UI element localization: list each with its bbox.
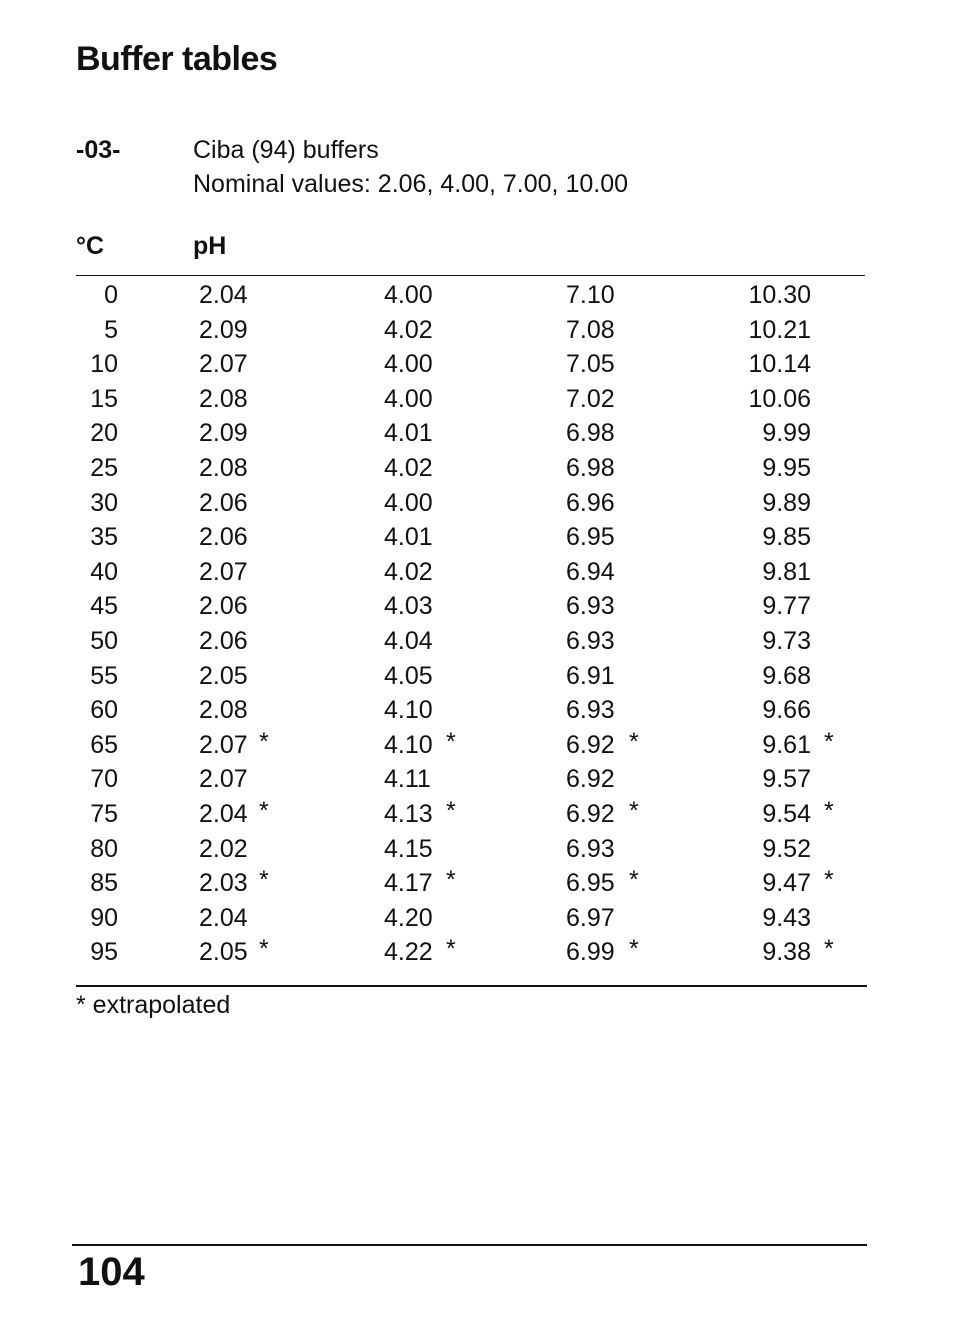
temperature-cell: 65 — [90, 730, 118, 759]
ph-value-cell: 10.21 — [748, 315, 811, 344]
temperature-cell: 60 — [90, 696, 118, 725]
ph-value-cell: 9.95 — [762, 453, 811, 482]
extrapolated-marker: * — [824, 796, 834, 825]
temperature-cell: 80 — [90, 834, 118, 863]
table-row — [0, 382, 954, 417]
buffer-code: -03- — [76, 136, 121, 164]
ph-value-cell: 4.00 — [384, 488, 433, 517]
temperature-cell: 90 — [90, 903, 118, 932]
ph-value-cell: 9.52 — [762, 834, 811, 863]
ph-value-cell: 6.92 — [566, 799, 615, 828]
ph-value-cell: 9.61 — [762, 730, 811, 759]
nominal-values: Nominal values: 2.06, 4.00, 7.00, 10.00 — [193, 170, 629, 198]
buffer-name: Ciba (94) buffers — [193, 136, 379, 164]
ph-value-cell: 6.92 — [566, 765, 615, 794]
table-row — [0, 935, 954, 970]
ph-value-cell: 2.07 — [199, 557, 248, 586]
extrapolated-marker: * — [259, 866, 269, 895]
ph-value-cell: 9.99 — [762, 419, 811, 448]
temperature-cell: 35 — [90, 523, 118, 552]
ph-value-cell: 4.04 — [384, 626, 433, 655]
extrapolated-marker: * — [824, 727, 834, 756]
extrapolated-marker: * — [629, 796, 639, 825]
table-row — [0, 278, 954, 313]
table-row — [0, 313, 954, 348]
temperature-cell: 25 — [90, 453, 118, 482]
ph-value-cell: 4.01 — [384, 419, 433, 448]
temperature-cell: 45 — [90, 592, 118, 621]
ph-value-cell: 4.00 — [384, 384, 433, 413]
ph-value-cell: 6.93 — [566, 834, 615, 863]
table-row — [0, 797, 954, 832]
table-bottom-rule — [76, 985, 867, 987]
ph-value-cell: 6.98 — [566, 453, 615, 482]
ph-value-cell: 4.17 — [384, 869, 433, 898]
ph-value-cell: 6.94 — [566, 557, 615, 586]
ph-value-cell: 2.08 — [199, 384, 248, 413]
ph-value-cell: 10.30 — [748, 281, 811, 309]
ph-value-cell: 7.10 — [566, 281, 615, 309]
temperature-cell: 75 — [90, 799, 118, 828]
table-row — [0, 728, 954, 763]
ph-value-cell: 2.04 — [199, 903, 248, 932]
table-row — [0, 520, 954, 555]
table-row — [0, 659, 954, 694]
column-header-temperature: °C — [76, 232, 105, 260]
extrapolated-marker: * — [259, 796, 269, 825]
ph-value-cell: 9.54 — [762, 799, 811, 828]
ph-value-cell: 2.05 — [199, 938, 248, 967]
ph-value-cell: 9.38 — [762, 938, 811, 967]
ph-value-cell: 2.06 — [199, 523, 248, 552]
ph-value-cell: 4.15 — [384, 834, 433, 863]
ph-value-cell: 9.73 — [762, 626, 811, 655]
extrapolated-marker: * — [446, 796, 456, 825]
ph-value-cell: 6.97 — [566, 903, 615, 932]
table-row — [0, 451, 954, 486]
ph-value-cell: 9.77 — [762, 592, 811, 621]
ph-value-cell: 9.66 — [762, 696, 811, 725]
ph-value-cell: 4.00 — [384, 350, 433, 379]
extrapolated-marker: * — [824, 866, 834, 895]
table-row — [0, 589, 954, 624]
column-header-ph: pH — [193, 232, 227, 260]
ph-value-cell: 6.99 — [566, 938, 615, 967]
table-row — [0, 486, 954, 521]
ph-value-cell: 4.11 — [384, 765, 431, 794]
ph-value-cell: 4.02 — [384, 557, 433, 586]
temperature-cell: 55 — [90, 661, 118, 690]
ph-value-cell: 4.10 — [384, 730, 433, 759]
ph-value-cell: 6.93 — [566, 592, 615, 621]
ph-value-cell: 9.89 — [762, 488, 811, 517]
table-row — [0, 416, 954, 451]
ph-value-cell: 2.07 — [199, 730, 248, 759]
ph-value-cell: 10.14 — [748, 350, 811, 379]
table-row — [0, 347, 954, 382]
buffer-table — [0, 278, 954, 970]
ph-value-cell: 4.00 — [384, 281, 433, 309]
ph-value-cell: 10.06 — [748, 384, 811, 413]
extrapolated-marker: * — [259, 727, 269, 756]
table-row — [0, 624, 954, 659]
ph-value-cell: 2.06 — [199, 626, 248, 655]
ph-value-cell: 2.05 — [199, 661, 248, 690]
ph-value-cell: 9.57 — [762, 765, 811, 794]
ph-value-cell: 4.13 — [384, 799, 433, 828]
extrapolated-marker: * — [259, 935, 269, 964]
ph-value-cell: 6.92 — [566, 730, 615, 759]
temperature-cell: 20 — [90, 419, 118, 448]
ph-value-cell: 2.08 — [199, 453, 248, 482]
ph-value-cell: 6.98 — [566, 419, 615, 448]
page-title: Buffer tables — [76, 40, 278, 78]
ph-value-cell: 4.02 — [384, 315, 433, 344]
page-number: 104 — [78, 1250, 145, 1294]
ph-value-cell: 9.68 — [762, 661, 811, 690]
extrapolated-marker: * — [446, 727, 456, 756]
ph-value-cell: 4.05 — [384, 661, 433, 690]
ph-value-cell: 4.20 — [384, 903, 433, 932]
ph-value-cell: 9.43 — [762, 903, 811, 932]
ph-value-cell: 6.95 — [566, 523, 615, 552]
extrapolated-marker: * — [629, 866, 639, 895]
temperature-cell: 5 — [104, 315, 118, 344]
extrapolated-marker: * — [629, 935, 639, 964]
ph-value-cell: 4.03 — [384, 592, 433, 621]
temperature-cell: 15 — [90, 384, 118, 413]
ph-value-cell: 6.93 — [566, 626, 615, 655]
ph-value-cell: 7.05 — [566, 350, 615, 379]
ph-value-cell: 2.04 — [199, 799, 248, 828]
ph-value-cell: 4.22 — [384, 938, 433, 967]
ph-value-cell: 6.96 — [566, 488, 615, 517]
table-row — [0, 762, 954, 797]
table-row — [0, 693, 954, 728]
table-row — [0, 866, 954, 901]
temperature-cell: 95 — [90, 938, 118, 967]
footnote: * extrapolated — [76, 991, 231, 1019]
ph-value-cell: 2.02 — [199, 834, 248, 863]
temperature-cell: 40 — [90, 557, 118, 586]
table-row — [0, 555, 954, 590]
ph-value-cell: 9.47 — [762, 869, 811, 898]
temperature-cell: 50 — [90, 626, 118, 655]
ph-value-cell: 6.91 — [566, 661, 615, 690]
ph-value-cell: 2.07 — [199, 765, 248, 794]
ph-value-cell: 7.02 — [566, 384, 615, 413]
ph-value-cell: 2.04 — [199, 281, 248, 309]
extrapolated-marker: * — [824, 935, 834, 964]
temperature-cell: 70 — [90, 765, 118, 794]
ph-value-cell: 4.02 — [384, 453, 433, 482]
temperature-cell: 30 — [90, 488, 118, 517]
ph-value-cell: 2.06 — [199, 592, 248, 621]
ph-value-cell: 2.09 — [199, 419, 248, 448]
ph-value-cell: 9.81 — [762, 557, 811, 586]
ph-value-cell: 2.03 — [199, 869, 248, 898]
temperature-cell: 10 — [90, 350, 118, 379]
extrapolated-marker: * — [629, 727, 639, 756]
ph-value-cell: 6.95 — [566, 869, 615, 898]
temperature-cell: 85 — [90, 869, 118, 898]
table-row — [0, 832, 954, 867]
table-top-rule — [76, 275, 865, 276]
ph-value-cell: 7.08 — [566, 315, 615, 344]
temperature-cell: 0 — [104, 281, 118, 309]
extrapolated-marker: * — [446, 866, 456, 895]
ph-value-cell: 4.10 — [384, 696, 433, 725]
page-footer-rule — [72, 1244, 867, 1246]
ph-value-cell: 6.93 — [566, 696, 615, 725]
ph-value-cell: 2.09 — [199, 315, 248, 344]
table-row — [0, 901, 954, 936]
extrapolated-marker: * — [446, 935, 456, 964]
ph-value-cell: 2.08 — [199, 696, 248, 725]
ph-value-cell: 2.06 — [199, 488, 248, 517]
ph-value-cell: 4.01 — [384, 523, 433, 552]
ph-value-cell: 2.07 — [199, 350, 248, 379]
ph-value-cell: 9.85 — [762, 523, 811, 552]
